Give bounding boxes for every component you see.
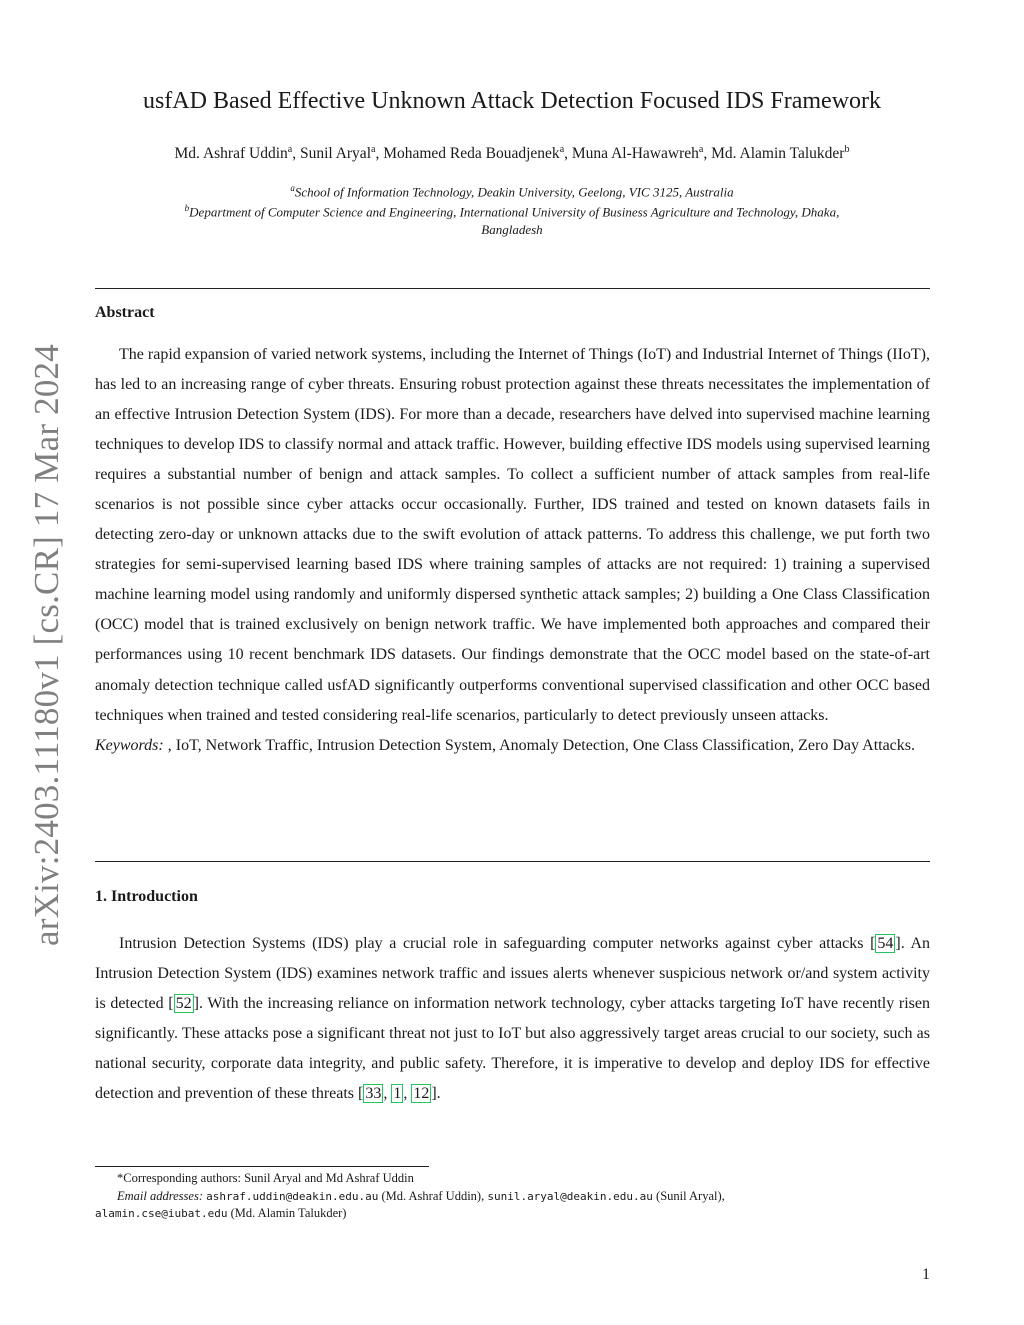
- abstract-heading: Abstract: [95, 304, 155, 321]
- email-link[interactable]: ashraf.uddin@deakin.edu.au: [206, 1189, 379, 1203]
- abstract-bottom-rule: [95, 861, 930, 862]
- citation-link[interactable]: 33: [365, 1085, 382, 1103]
- author-name: Mohamed Reda Bouadjenek: [383, 145, 560, 163]
- author-aff-mark: a: [371, 144, 376, 155]
- arxiv-id: arXiv:2403.11180v1 [cs.CR] 17 Mar 2024: [27, 344, 67, 946]
- corresponding-note: *Corresponding authors: Sunil Aryal and Md Ashraf Uddin: [117, 1171, 414, 1185]
- introduction-body: Intrusion Detection Systems (IDS) play a crucial role in safeguarding computer networks against cyber attacks [ 54 ]. An Intrusion Detection System (IDS) examines network traffic and issues alerts whenever suspicious network or/and system activity is detected [ 52 ]. With the increasing reliance on information network technology, cyber attacks targeting IoT have recently risen significantly. These attacks pose a significant threat not just to IoT but also aggressively target areas crucial to our society, such as national security, corporate data integrity, and public safety. Therefore, it is imperative to develop and deploy IDS for effective detection and prevention of these threats [ 33 , 1 , 12 ].: [95, 935, 931, 1103]
- author-name: Md. Ashraf Uddin: [174, 145, 288, 163]
- affiliation-a: $^a$School of Information Technology, Deakin University, Geelong, VIC 3125, Australia: [290, 183, 734, 200]
- author-name: Sunil Aryal: [299, 145, 371, 163]
- arxiv-watermark: [22, 344, 72, 946]
- citation-link[interactable]: 54: [877, 935, 894, 952]
- author-name: Muna Al-Hawawreh: [571, 145, 699, 163]
- affiliation-b-cont: Bangladesh: [481, 221, 543, 237]
- affiliations: [95, 180, 929, 238]
- author-list: Md. Ashraf Uddin$^a$, Sunil Aryal$^a$, Mohamed Reda Bouadjenek$^a$, Muna Al-Hawawreh$^a$, Md. Alamin Talukder$^b$: [174, 144, 850, 163]
- section-heading-introduction: 1. Introduction: [95, 888, 198, 905]
- abstract-top-rule: [95, 288, 930, 289]
- footnote: [95, 1170, 930, 1223]
- author-aff-mark: a: [287, 144, 293, 155]
- author-aff-mark: a: [559, 144, 565, 155]
- paper-title: usfAD Based Effective Unknown Attack Detection Focused IDS Framework: [142, 88, 882, 114]
- affiliation-b: $^b$Department of Computer Science and Engineering, International University of Business Agriculture and Technology, Dhaka,: [184, 203, 840, 220]
- footnote-rule: [95, 1166, 429, 1167]
- keywords-list: , IoT, Network Traffic, Intrusion Detection System, Anomaly Detection, One Class Classification, Zero Day Attacks.: [167, 736, 916, 754]
- abstract-body: [95, 340, 930, 761]
- keywords-label: Keywords:: [95, 736, 164, 754]
- abstract-text: The rapid expansion of varied network systems, including the Internet of Things (IoT) and Industrial Internet of Things (IIoT), has led to an increasing range of cyber threats. Ensuring robust protection against these threats necessitates the implementation of an effective Intrusion Detection System (IDS). For more than a decade, researchers have delved into supervised machine learning techniques to develop IDS to classify normal and attack traffic. However, building effective IDS models using supervised learning requires a substantial number of benign and attack samples. To collect a sufficient number of attack samples from real-life scenarios is not possible since cyber attacks occur occasionally. Further, IDS trained and tested on known datasets fails in detecting zero-day or unknown attacks due to the swift evolution of attack patterns. To address this challenge, we put forth two strategies for semi-supervised learning based IDS where training samples of attacks are not required: 1) training a supervised machine learning model using randomly and uniformly dispersed synthetic attack samples; 2) building a One Class Classification (OCC) model that is trained exclusively on benign network traffic. We have implemented both approaches and compared their performances using 10 recent benchmark IDS datasets. Our findings demonstrate that the OCC model based on the state-of-art anomaly detection technique called usfAD significantly outperforms conventional supervised classification and other OCC based techniques when trained and tested considering real-life scenarios, particularly to detect previously unseen attacks.: [95, 346, 930, 724]
- citation-link[interactable]: 12: [413, 1085, 430, 1103]
- email-link[interactable]: alamin.cse@iubat.edu: [95, 1207, 228, 1220]
- citation-link[interactable]: 1: [393, 1085, 402, 1103]
- email-link[interactable]: sunil.aryal@deakin.edu.au: [487, 1189, 653, 1203]
- author-aff-mark: a: [698, 144, 704, 155]
- email-addresses: Email addresses: ashraf.uddin@deakin.edu.au (Md. Ashraf Uddin), sunil.aryal@deakin.edu.au (Sunil Aryal),: [117, 1188, 725, 1203]
- email-addresses-cont: alamin.cse@iubat.edu (Md. Alamin Talukder): [95, 1206, 347, 1220]
- author-aff-mark: b: [844, 144, 850, 155]
- author-name: Md. Alamin Talukder: [711, 145, 845, 163]
- page-number: 1: [922, 1266, 930, 1283]
- citation-link[interactable]: 52: [175, 995, 192, 1013]
